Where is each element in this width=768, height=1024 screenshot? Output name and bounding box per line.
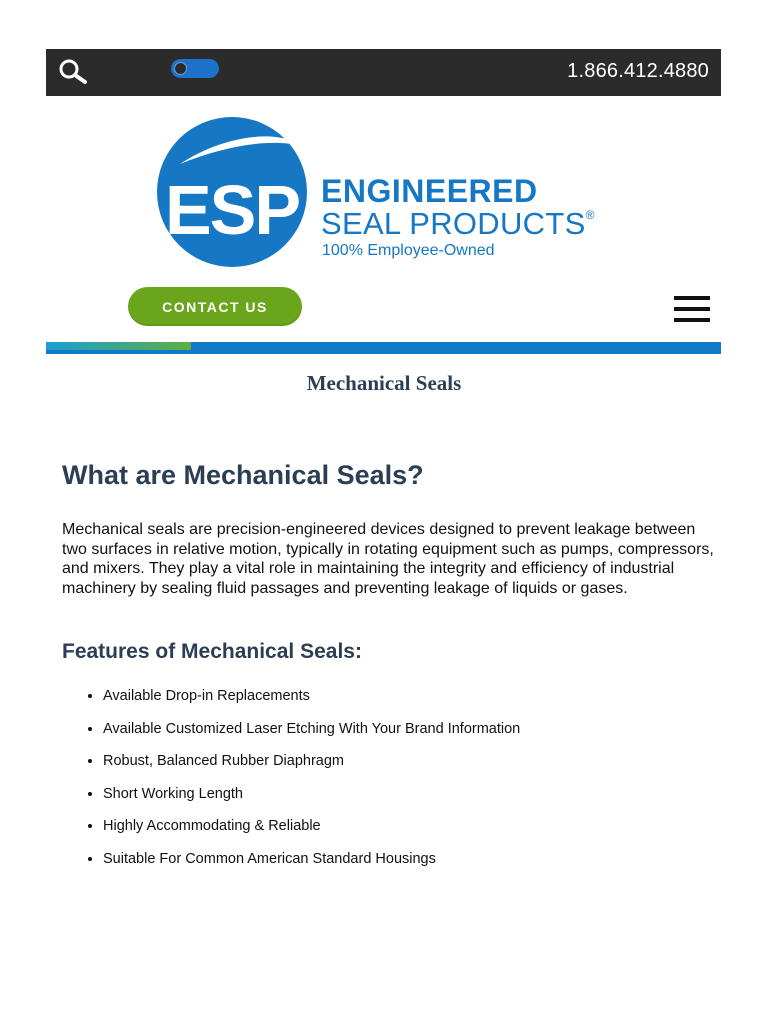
features-list xyxy=(62,686,520,882)
brand-name-line1: ENGINEERED xyxy=(321,173,538,209)
contact-us-button[interactable]: CONTACT US xyxy=(128,287,302,326)
phone-link[interactable]: 1.866.412.4880 xyxy=(567,60,709,82)
list-item: • Robust, Balanced Rubber Diaphragm xyxy=(103,751,520,784)
brand-name-line2-text: SEAL PRODUCTS xyxy=(321,206,586,241)
search-icon[interactable] xyxy=(58,59,88,85)
list-item: • Available Customized Laser Etching With Your Brand Information xyxy=(103,719,520,752)
features-heading: Features of Mechanical Seals: xyxy=(62,640,362,663)
header-divider xyxy=(46,342,721,354)
menu-bar xyxy=(674,296,710,300)
intro-paragraph: Mechanical seals are precision-engineered devices designed to prevent leakage between two surfaces in relative motion, typically in rotating equipment such as pumps, compressors, and mixers. They play a vital role in maintaining the integrity and efficiency of industrial machinery by sealing fluid passages and preventing leakage of liquids or gases. xyxy=(62,521,714,597)
list-item: • Suitable For Common American Standard Housings xyxy=(103,849,520,882)
menu-bar xyxy=(674,318,710,322)
registered-mark: ® xyxy=(585,208,595,222)
brand-name-line2 xyxy=(321,206,595,242)
list-item: • Highly Accommodating & Reliable xyxy=(103,816,520,849)
divider-accent xyxy=(46,342,191,350)
menu-bar xyxy=(674,307,710,311)
list-item: • Short Working Length xyxy=(103,784,520,817)
section-heading: What are Mechanical Seals? xyxy=(62,460,424,490)
logo-mark xyxy=(152,116,322,268)
logo-mark-text: ESP xyxy=(164,171,300,249)
toggle-knob xyxy=(174,62,187,75)
toggle-switch[interactable] xyxy=(171,59,219,78)
top-bar xyxy=(46,49,721,96)
brand-tagline: 100% Employee-Owned xyxy=(322,242,495,259)
page-title: Mechanical Seals xyxy=(306,371,462,395)
list-item: • Available Drop-in Replacements xyxy=(103,686,520,719)
hamburger-menu-icon[interactable] xyxy=(674,296,710,324)
